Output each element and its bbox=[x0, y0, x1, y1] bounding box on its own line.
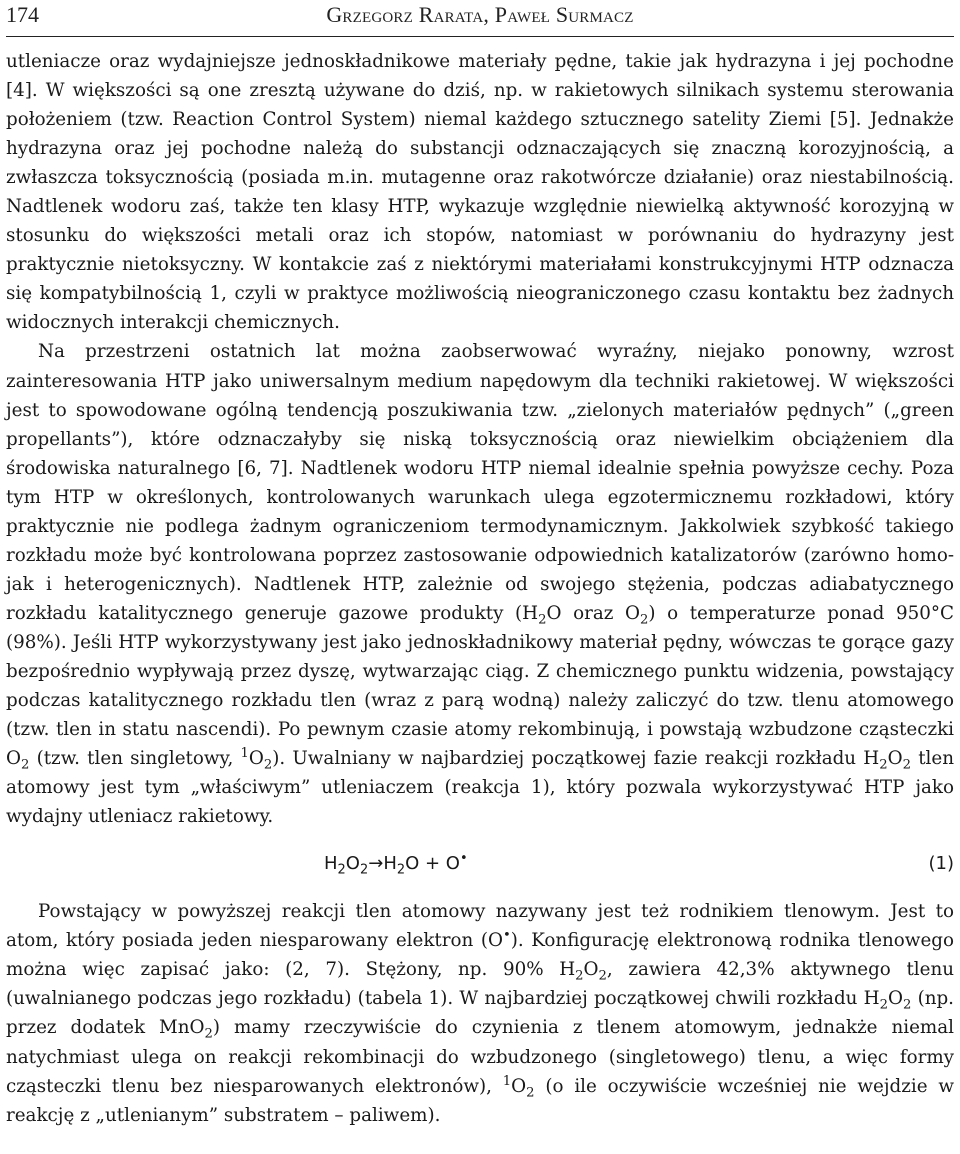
subscript: 2 bbox=[263, 757, 273, 773]
page-header bbox=[6, 0, 954, 37]
text-run: O bbox=[511, 1075, 527, 1097]
text-run: O bbox=[887, 748, 903, 770]
body-text bbox=[6, 47, 954, 1130]
eq-subscript: 2 bbox=[359, 862, 369, 878]
equation-number: (1) bbox=[928, 853, 954, 875]
text-run: O bbox=[887, 988, 903, 1010]
subscript: 2 bbox=[538, 612, 547, 628]
subscript: 2 bbox=[902, 998, 912, 1014]
subscript: 2 bbox=[639, 612, 649, 628]
subscript: 2 bbox=[21, 757, 30, 773]
subscript: 2 bbox=[879, 757, 888, 773]
text-run: O oraz O bbox=[546, 602, 640, 624]
text-run: , zawiera 42,3% aktywnego tlenu (uwalnianego podczas jego rozkładu) (tabela 1). W najbardziej początkowej chwili rozkładu H bbox=[6, 959, 954, 1010]
text-run: (tzw. tlen singletowy, bbox=[29, 748, 241, 770]
subscript: 2 bbox=[204, 1027, 213, 1043]
text-run: Powstający w powyższej reakcji tlen atomowy nazywany jest też rodnikiem tlenowym. Jest to atom, który posiada jeden niesparowany elektron (O bbox=[6, 901, 954, 952]
equation-1 bbox=[6, 841, 954, 887]
subscript: 2 bbox=[879, 998, 888, 1014]
text-run: ) o temperaturze ponad 950°C (98%). Jeśli HTP wykorzystywany jest jako jednoskładnikowy materiał pędny, wówczas te gorące gazy bezpośrednio wypływają przez dyszę, wytwarzając ciąg. Z chemicznego punktu widzenia, powstający podczas katalitycznego rozkładu tlen (wraz z parą wodną) należy zaliczyć do tzw. tlenu atomowego (tzw. tlen in statu nascendi). Po pewnym czasie atomy rekombinują, i powstają wzbudzone cząsteczki O bbox=[6, 602, 954, 770]
eq-part: O bbox=[345, 853, 360, 875]
paragraph-1: utleniacze oraz wydajniejsze jednoskładnikowe materiały pędne, takie jak hydrazyna i jej pochodne [4]. W większości są one zresztą używane do dziś, np. w rakietowych silnikach systemu sterowania położeniem (tzw. Reaction Control System) niemal każdego sztucznego satelity Ziemi [5]. Jednakże hydrazyna oraz jej pochodne należą do substancji odznaczających się znaczną korozyjnością, a zwłaszcza toksycznością (posiada m.in. mutagenne oraz rakotwórcze działanie) oraz niestabilnością. Nadtlenek wodoru zaś, także ten klasy HTP, wykazuje względnie niewielką aktywność korozyjną w stosunku do większości metali oraz ich stopów, natomiast w porównaniu do hydrazyny jest praktycznie nietoksyczny. W kontakcie zaś z niektórymi materiałami konstrukcyjnymi HTP odznacza się kompatybilnością 1, czyli w praktyce możliwością nieograniczonego czasu kontaktu bez żadnych widocznych interakcji chemicznych. bbox=[6, 51, 954, 334]
eq-part: O + O bbox=[405, 853, 460, 875]
subscript: 2 bbox=[526, 1085, 535, 1101]
eq-subscript: 2 bbox=[396, 862, 406, 878]
paragraph-2 bbox=[6, 337, 954, 831]
reaction-arrow-icon: → bbox=[368, 853, 384, 875]
text-run: O bbox=[583, 959, 599, 981]
subscript: 2 bbox=[902, 757, 911, 773]
eq-part: H bbox=[324, 853, 338, 875]
text-run: (o ile oczywiście wcześniej nie wejdzie w reakcję z „utlenianym” substratem – paliwem). bbox=[6, 1075, 954, 1126]
running-head-authors: Grzegorz Rarata, Paweł Surmacz bbox=[326, 2, 634, 27]
superscript: 1 bbox=[502, 1073, 512, 1089]
text-run: Na przestrzeni ostatnich lat można zaobserwować wyraźny, niejako ponowny, wzrost zainteresowania HTP jako uniwersalnym medium napędowym dla techniki rakietowej. W większości jest to spowodowane ogólną tendencją poszukiwania tzw. „zielonych materiałów pędnych” („green propellants”), które odznaczałyby się niską toksycznością oraz niewielkim obciążeniem dla środowiska naturalnego [6, 7]. Nadtlenek wodoru HTP niemal idealnie spełnia powyższe cechy. Poza tym HTP w określonych, kontrolowanych warunkach ulega egzotermicznemu rozkładowi, który praktycznie nie podlega żadnym ograniczeniom termodynamicznym. Jakkolwiek szybkość takiego rozkładu może być kontrolowana poprzez zastosowanie odpowiednich katalizatorów (zarówno homo- jak i heterogenicznych). Nadtlenek HTP, zależnie od swojego stężenia, podczas adiabatycznego rozkładu katalitycznego generuje gazowe produkty (H bbox=[6, 341, 954, 624]
text-run: O bbox=[248, 748, 264, 770]
radical-dot-icon: • bbox=[459, 851, 468, 867]
text-run: ) mamy rzeczywiście do czynienia z tlenem atomowym, jednakże niemal natychmiast ulega on reakcji rekombinacji do wzbudzonego (singletowego) tlenu, a więc formy cząsteczki tlenu bez niesparowanych elektronów), bbox=[6, 1017, 955, 1097]
superscript: 1 bbox=[240, 746, 249, 762]
subscript: 2 bbox=[575, 969, 584, 985]
eq-subscript: 2 bbox=[337, 862, 346, 878]
paragraph-3 bbox=[6, 897, 954, 1129]
equation-formula bbox=[324, 841, 468, 887]
radical-dot-icon: • bbox=[502, 928, 511, 944]
page-number: 174 bbox=[6, 2, 39, 27]
text-run: (np. przez dodatek MnO bbox=[6, 988, 954, 1039]
subscript: 2 bbox=[598, 969, 607, 985]
eq-part: H bbox=[383, 853, 397, 875]
text-run: tlen atomowy jest tym „właściwym” utleniaczem (reakcja 1), który pozwala wykorzystywać HTP jako wydajny utleniacz rakietowy. bbox=[6, 748, 954, 828]
text-run: ). Konfigurację elektronową rodnika tlenowego można więc zapisać jako: (2, 7). Stężony, np. 90% H bbox=[6, 930, 954, 981]
text-run: ). Uwalniany w najbardziej początkowej fazie reakcji rozkładu H bbox=[272, 748, 880, 770]
